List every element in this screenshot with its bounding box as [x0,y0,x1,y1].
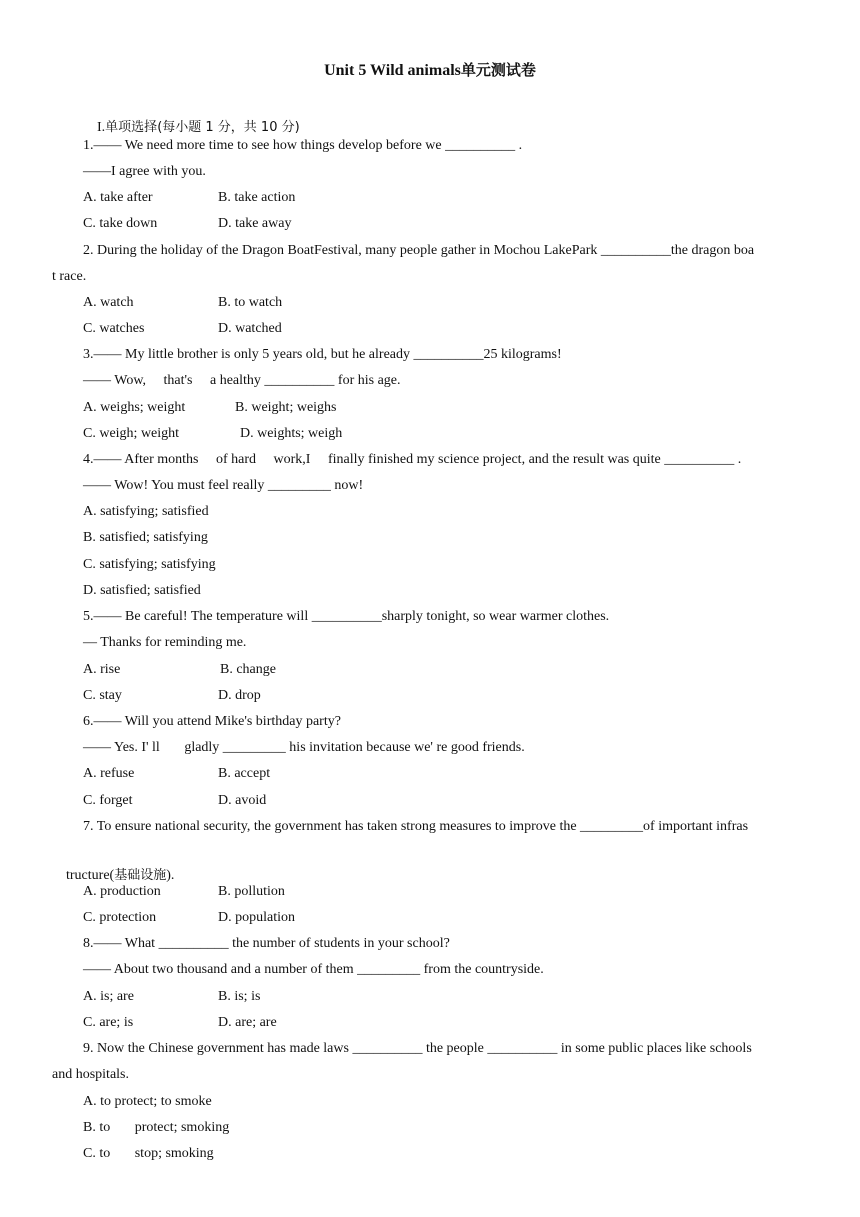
section-label: I. [97,120,106,135]
q7-option-b: B. pollution [218,884,285,899]
q9-option-b: B. to protect; smoking [83,1120,230,1135]
q7-option-d: D. population [218,910,295,925]
q6-option-c: C. forget [83,793,133,808]
q4-option-c: C. satisfying; satisfying [83,557,216,572]
q4-option-b: B. satisfied; satisfying [83,530,208,545]
q4-option-d: D. satisfied; satisfied [83,583,201,598]
section-note: (每小题 1 分，共 10 分) [157,120,300,135]
page-title [0,59,860,80]
q3-reply: —— Wow, that's a healthy __________ for his age. [83,373,401,388]
q2-option-b: B. to watch [218,295,283,310]
q8-option-a: A. is; are [83,989,134,1004]
q9-option-a: A. to protect; to smoke [83,1094,212,1109]
q2-option-a: A. watch [83,295,134,310]
title-en: Unit 5 Wild animals [324,62,461,79]
q2-option-d: D. watched [218,321,282,336]
q9-option-c: C. to stop; smoking [83,1146,214,1161]
q6-option-a: A. refuse [83,766,135,781]
section-cn: 单项选择 [105,120,158,135]
q8-option-b: B. is; is [218,989,261,1004]
q6-option-d: D. avoid [218,793,267,808]
q8-stem: 8.—— What __________ the number of students in your school? [83,936,450,951]
q7-stem: 7. To ensure national security, the government has taken strong measures to improve the _________of important infras [83,819,749,834]
q3-option-d: D. weights; weigh [240,426,343,441]
q8-option-d: D. are; are [218,1015,277,1030]
q8-reply: —— About two thousand and a number of them _________ from the countryside. [83,962,544,977]
q3-option-c: C. weigh; weight [83,426,180,441]
q7-stem-cont-end: ). [166,868,175,883]
q1-option-c: C. take down [83,216,158,231]
q7-stem-cont-cn: 基础设施 [114,868,167,883]
q6-stem: 6.—— Will you attend Mike's birthday party? [83,714,341,729]
q3-option-b: B. weight; weighs [235,400,337,415]
q9-stem-cont: and hospitals. [52,1067,129,1082]
q5-option-a: A. rise [83,662,121,677]
title-cn: 单元测试卷 [460,61,536,79]
q5-stem: 5.—— Be careful! The temperature will __________sharply tonight, so wear warmer clothes. [83,609,610,624]
q9-stem: 9. Now the Chinese government has made laws __________ the people __________ in some public places like schools [83,1041,752,1056]
q1-stem: 1.—— We need more time to see how things develop before we __________ . [83,138,523,153]
q1-reply: ——I agree with you. [83,164,206,179]
q4-reply: —— Wow! You must feel really _________ now! [83,478,364,493]
q6-reply: —— Yes. I' ll gladly _________ his invitation because we' re good friends. [83,740,525,755]
q5-option-d: D. drop [218,688,261,703]
q7-option-c: C. protection [83,910,157,925]
q4-stem: 4.—— After months of hard work,I finally finished my science project, and the result was quite __________ . [83,452,742,467]
q5-option-c: C. stay [83,688,122,703]
q2-option-c: C. watches [83,321,145,336]
q5-option-b: B. change [220,662,276,677]
q1-option-d: D. take away [218,216,292,231]
q1-option-b: B. take action [218,190,296,205]
q1-option-a: A. take after [83,190,153,205]
q8-option-c: C. are; is [83,1015,134,1030]
q2-stem-cont: t race. [52,269,87,284]
q7-option-a: A. production [83,884,161,899]
q2-stem: 2. During the holiday of the Dragon BoatFestival, many people gather in Mochou LakePark __________the dragon boa [83,243,755,258]
q6-option-b: B. accept [218,766,271,781]
q3-stem: 3.—— My little brother is only 5 years old, but he already __________25 kilograms! [83,347,562,362]
q5-reply: — Thanks for reminding me. [83,635,247,650]
q3-option-a: A. weighs; weight [83,400,186,415]
q7-stem-cont-en: tructure( [66,868,115,883]
q4-option-a: A. satisfying; satisfied [83,504,209,519]
